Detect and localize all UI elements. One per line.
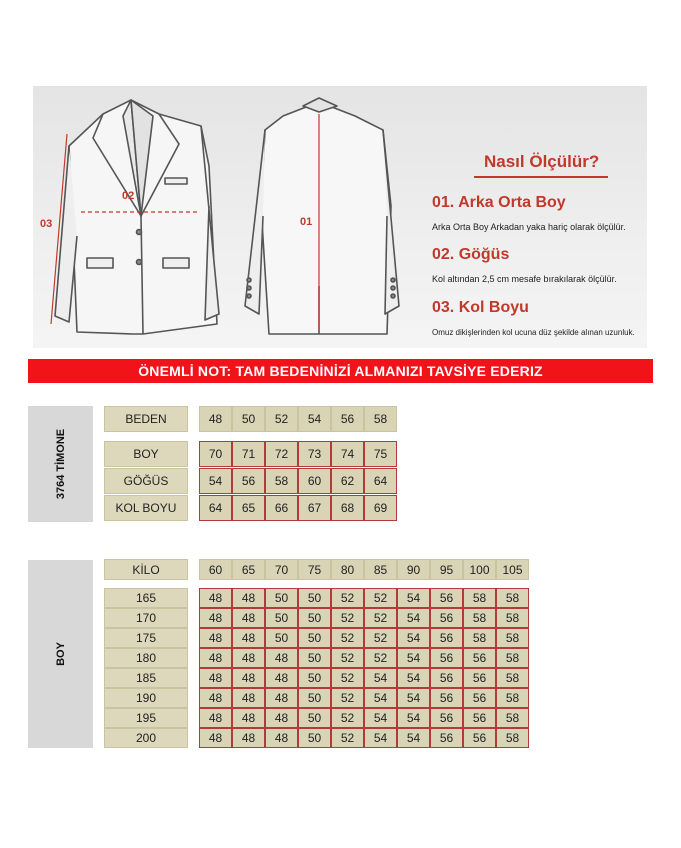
recommended-size-cell: 50 bbox=[265, 608, 298, 628]
recommended-size-cell: 52 bbox=[331, 668, 364, 688]
recommended-size-cell: 58 bbox=[463, 628, 496, 648]
recommended-size-cell: 54 bbox=[364, 668, 397, 688]
recommended-size-cell: 54 bbox=[397, 728, 430, 748]
measurement-cell: 64 bbox=[199, 495, 232, 521]
weight-header-cell: 65 bbox=[232, 559, 265, 580]
recommended-size-cell: 50 bbox=[298, 668, 331, 688]
recommended-size-cell: 58 bbox=[496, 628, 529, 648]
recommended-size-cell: 52 bbox=[331, 688, 364, 708]
dimension-marker-01: 01 bbox=[300, 216, 313, 228]
recommended-size-cell: 58 bbox=[496, 648, 529, 668]
recommended-size-cell: 56 bbox=[430, 628, 463, 648]
measurement-cell: 70 bbox=[199, 441, 232, 467]
size-header-cell: 54 bbox=[298, 406, 331, 432]
measurement-cell: 66 bbox=[265, 495, 298, 521]
measurement-cell: 68 bbox=[331, 495, 364, 521]
recommended-size-cell: 48 bbox=[232, 648, 265, 668]
beden-header-label: BEDEN bbox=[104, 406, 188, 432]
height-row-label: 175 bbox=[104, 628, 188, 648]
recommended-size-cell: 56 bbox=[430, 708, 463, 728]
weight-header-cell: 100 bbox=[463, 559, 496, 580]
recommended-size-cell: 48 bbox=[232, 668, 265, 688]
step-1-description: Arka Orta Boy Arkadan yaka hariç olarak ölçülür. bbox=[432, 222, 626, 232]
measurement-guide-panel bbox=[33, 86, 647, 348]
recommended-size-cell: 58 bbox=[496, 728, 529, 748]
recommended-size-cell: 48 bbox=[199, 608, 232, 628]
recommended-size-cell: 48 bbox=[199, 628, 232, 648]
recommended-size-cell: 52 bbox=[331, 708, 364, 728]
recommended-size-cell: 48 bbox=[199, 688, 232, 708]
recommended-size-cell: 48 bbox=[265, 668, 298, 688]
recommended-size-cell: 54 bbox=[364, 708, 397, 728]
recommended-size-cell: 48 bbox=[232, 688, 265, 708]
recommended-size-cell: 48 bbox=[199, 588, 232, 608]
recommended-size-cell: 56 bbox=[430, 688, 463, 708]
recommended-size-cell: 50 bbox=[265, 588, 298, 608]
weight-header-cell: 95 bbox=[430, 559, 463, 580]
height-row-label: 195 bbox=[104, 708, 188, 728]
step-3-heading: 03. Kol Boyu bbox=[432, 299, 529, 316]
measurement-cell: 72 bbox=[265, 441, 298, 467]
size-header-cell: 52 bbox=[265, 406, 298, 432]
weight-header-cell: 85 bbox=[364, 559, 397, 580]
size-header-cell: 48 bbox=[199, 406, 232, 432]
recommended-size-cell: 48 bbox=[199, 728, 232, 748]
recommended-size-cell: 50 bbox=[298, 688, 331, 708]
weight-header-cell: 75 bbox=[298, 559, 331, 580]
recommended-size-cell: 54 bbox=[397, 688, 430, 708]
recommended-size-cell: 56 bbox=[430, 728, 463, 748]
recommended-size-cell: 58 bbox=[496, 708, 529, 728]
recommended-size-cell: 52 bbox=[331, 628, 364, 648]
measurement-cell: 74 bbox=[331, 441, 364, 467]
recommended-size-cell: 56 bbox=[463, 668, 496, 688]
recommended-size-cell: 58 bbox=[496, 668, 529, 688]
recommended-size-cell: 56 bbox=[430, 608, 463, 628]
table2-side-label: BOY bbox=[28, 560, 93, 748]
recommended-size-cell: 48 bbox=[265, 708, 298, 728]
weight-header-cell: 90 bbox=[397, 559, 430, 580]
height-row-label: 200 bbox=[104, 728, 188, 748]
recommended-size-cell: 48 bbox=[265, 648, 298, 668]
recommended-size-cell: 54 bbox=[397, 648, 430, 668]
recommended-size-cell: 50 bbox=[298, 648, 331, 668]
recommended-size-cell: 48 bbox=[232, 608, 265, 628]
recommended-size-cell: 56 bbox=[463, 648, 496, 668]
recommended-size-cell: 50 bbox=[298, 708, 331, 728]
recommended-size-cell: 50 bbox=[298, 728, 331, 748]
recommended-size-cell: 48 bbox=[265, 688, 298, 708]
height-row-label: 185 bbox=[104, 668, 188, 688]
height-row-label: 165 bbox=[104, 588, 188, 608]
measurement-cell: 62 bbox=[331, 468, 364, 494]
recommended-size-cell: 54 bbox=[397, 628, 430, 648]
important-note-banner: ÖNEMLİ NOT: TAM BEDENİNİZİ ALMANIZI TAVSİYE EDERIZ bbox=[28, 359, 653, 383]
weight-header-cell: 70 bbox=[265, 559, 298, 580]
recommended-size-cell: 56 bbox=[430, 668, 463, 688]
measurement-cell: 73 bbox=[298, 441, 331, 467]
size-header-cell: 58 bbox=[364, 406, 397, 432]
recommended-size-cell: 52 bbox=[331, 588, 364, 608]
recommended-size-cell: 54 bbox=[397, 608, 430, 628]
recommended-size-cell: 56 bbox=[430, 588, 463, 608]
height-row-label: 180 bbox=[104, 648, 188, 668]
recommended-size-cell: 52 bbox=[364, 588, 397, 608]
recommended-size-cell: 56 bbox=[430, 648, 463, 668]
size-header-cell: 56 bbox=[331, 406, 364, 432]
measurement-cell: 58 bbox=[265, 468, 298, 494]
recommended-size-cell: 52 bbox=[364, 608, 397, 628]
measurement-cell: 71 bbox=[232, 441, 265, 467]
recommended-size-cell: 52 bbox=[331, 648, 364, 668]
table1-side-label: 3764 TİMONE bbox=[28, 406, 93, 522]
recommended-size-cell: 54 bbox=[397, 708, 430, 728]
recommended-size-cell: 58 bbox=[496, 588, 529, 608]
recommended-size-cell: 52 bbox=[331, 608, 364, 628]
recommended-size-cell: 54 bbox=[364, 688, 397, 708]
height-row-label: 190 bbox=[104, 688, 188, 708]
recommended-size-cell: 48 bbox=[232, 588, 265, 608]
measurement-cell: 60 bbox=[298, 468, 331, 494]
recommended-size-cell: 50 bbox=[265, 628, 298, 648]
recommended-size-cell: 56 bbox=[463, 728, 496, 748]
measurement-cell: 64 bbox=[364, 468, 397, 494]
recommended-size-cell: 50 bbox=[298, 608, 331, 628]
measurement-cell: 67 bbox=[298, 495, 331, 521]
measurement-cell: 69 bbox=[364, 495, 397, 521]
recommended-size-cell: 48 bbox=[232, 628, 265, 648]
measurement-cell: 56 bbox=[232, 468, 265, 494]
measurement-cell: 75 bbox=[364, 441, 397, 467]
weight-header-cell: 80 bbox=[331, 559, 364, 580]
recommended-size-cell: 54 bbox=[364, 728, 397, 748]
recommended-size-cell: 54 bbox=[397, 588, 430, 608]
recommended-size-cell: 54 bbox=[397, 668, 430, 688]
dimension-marker-02: 02 bbox=[122, 190, 135, 202]
measurement-cell: 65 bbox=[232, 495, 265, 521]
recommended-size-cell: 48 bbox=[199, 708, 232, 728]
guide-title-underline bbox=[474, 176, 608, 178]
measurement-row-label: KOL BOYU bbox=[104, 495, 188, 521]
recommended-size-cell: 58 bbox=[496, 688, 529, 708]
weight-header-cell: 60 bbox=[199, 559, 232, 580]
measurement-row-label: GÖĞÜS bbox=[104, 468, 188, 494]
recommended-size-cell: 50 bbox=[298, 588, 331, 608]
recommended-size-cell: 52 bbox=[331, 728, 364, 748]
kilo-header-label: KİLO bbox=[104, 559, 188, 580]
weight-header-cell: 105 bbox=[496, 559, 529, 580]
recommended-size-cell: 56 bbox=[463, 708, 496, 728]
recommended-size-cell: 58 bbox=[463, 588, 496, 608]
dimension-marker-03: 03 bbox=[40, 218, 53, 230]
measurement-cell: 54 bbox=[199, 468, 232, 494]
step-3-description: Omuz dikişlerinden kol ucuna düz şekilde alınan uzunluk. bbox=[432, 328, 635, 337]
recommended-size-cell: 52 bbox=[364, 628, 397, 648]
guide-title: Nasıl Ölçülür? bbox=[484, 152, 600, 171]
recommended-size-cell: 56 bbox=[463, 688, 496, 708]
recommended-size-cell: 48 bbox=[265, 728, 298, 748]
recommended-size-cell: 58 bbox=[463, 608, 496, 628]
recommended-size-cell: 58 bbox=[496, 608, 529, 628]
size-header-cell: 50 bbox=[232, 406, 265, 432]
recommended-size-cell: 48 bbox=[199, 668, 232, 688]
recommended-size-cell: 50 bbox=[298, 628, 331, 648]
recommended-size-cell: 48 bbox=[232, 728, 265, 748]
step-2-description: Kol altından 2,5 cm mesafe bırakılarak ölçülür. bbox=[432, 274, 617, 284]
step-1-heading: 01. Arka Orta Boy bbox=[432, 194, 566, 211]
measurement-row-label: BOY bbox=[104, 441, 188, 467]
recommended-size-cell: 52 bbox=[364, 648, 397, 668]
step-2-heading: 02. Göğüs bbox=[432, 246, 510, 263]
height-row-label: 170 bbox=[104, 608, 188, 628]
recommended-size-cell: 48 bbox=[199, 648, 232, 668]
recommended-size-cell: 48 bbox=[232, 708, 265, 728]
jacket-illustration bbox=[33, 86, 647, 348]
